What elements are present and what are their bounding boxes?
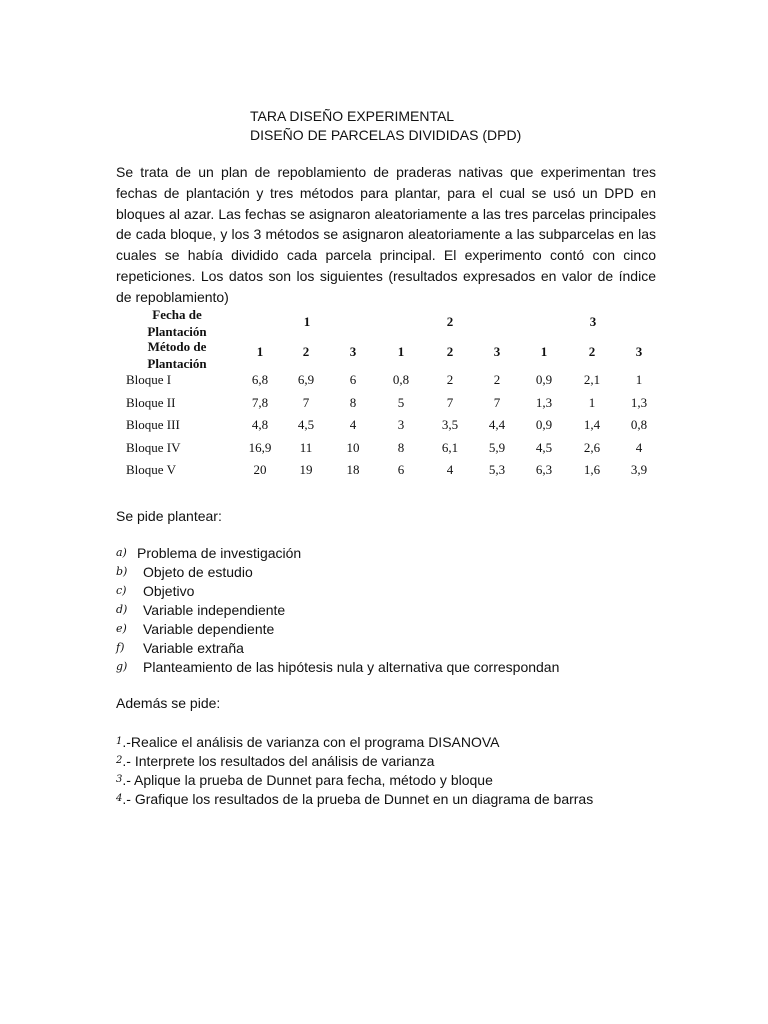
- table-cell: 19: [299, 462, 313, 477]
- table-cell: 4: [349, 417, 357, 432]
- fecha-header: [112, 306, 242, 340]
- metodo-header: [112, 338, 242, 372]
- table-cell: 0,8: [392, 372, 410, 387]
- metodo-number: 3: [493, 344, 501, 359]
- metodo-number: 1: [256, 344, 264, 359]
- table-cell: 11: [299, 439, 313, 455]
- table-cell: 4: [635, 439, 643, 455]
- table-cell: 3: [397, 417, 405, 432]
- item-marker: d): [116, 603, 128, 616]
- item-text: Objetivo: [143, 582, 195, 599]
- table-cell: 6,1: [441, 439, 459, 455]
- item-marker: c): [116, 584, 127, 597]
- table-cell: 2: [493, 372, 501, 387]
- table-cell: 1,4: [583, 417, 601, 432]
- table-cell: 1,3: [630, 394, 648, 410]
- list-item: [116, 657, 559, 676]
- item-number: 4: [116, 793, 123, 804]
- metodo-number: 2: [588, 344, 596, 359]
- table-cell: 7: [446, 394, 454, 410]
- table-cell: 5,3: [488, 462, 506, 477]
- table-cell: 2,6: [583, 439, 601, 455]
- item-marker: f): [116, 641, 125, 654]
- metodo-number: 3: [635, 344, 643, 359]
- table-cell: 7: [302, 394, 310, 410]
- pide-heading: Se pide plantear:: [116, 508, 222, 524]
- item-text: .- Aplique la prueba de Dunnet para fecha, método y bloque: [122, 771, 493, 788]
- table-cell: 6: [397, 462, 405, 477]
- table-cell: 2: [446, 372, 454, 387]
- table-cell: 1,3: [535, 394, 553, 410]
- row-label: Bloque I: [126, 372, 172, 387]
- item-text: Variable dependiente: [143, 620, 275, 637]
- table-cell: 0,9: [535, 417, 553, 432]
- list-item: [116, 732, 593, 751]
- list-item: [116, 638, 559, 657]
- table-cell: 5: [397, 394, 405, 410]
- ademas-heading: Además se pide:: [116, 695, 221, 711]
- table-cell: 5,9: [488, 439, 506, 455]
- table-cell: 6,8: [251, 372, 269, 387]
- item-marker: b): [116, 565, 128, 578]
- table-cell: 6,9: [297, 372, 315, 387]
- metodo-number: 3: [349, 344, 357, 359]
- fecha-number: 3: [589, 314, 597, 329]
- list-item: [116, 600, 559, 619]
- item-marker: a): [116, 546, 127, 559]
- item-marker: g): [116, 660, 128, 673]
- row-label: Bloque III: [126, 417, 180, 432]
- list-item: [116, 562, 559, 581]
- list-item: [116, 619, 559, 638]
- table-cell: 4,5: [297, 417, 315, 432]
- table-cell: 6,3: [535, 462, 553, 477]
- row-label: Bloque V: [126, 462, 176, 477]
- row-label: Bloque II: [126, 394, 176, 410]
- table-cell: 0,9: [535, 372, 553, 387]
- item-text: .- Grafique los resultados de la prueba de Dunnet en un diagrama de barras: [122, 790, 594, 807]
- item-number: 3: [116, 774, 123, 785]
- table-cell: 16,9: [248, 439, 272, 455]
- intro-paragraph: Se trata de un plan de repoblamiento de praderas nativas que experimentan tres fechas de plantación y tres métodos para plantar, para el cual se usó un DPD en bloques al azar. Las fechas se asignaron aleatoriamente a las tres parcelas principales de cada bloque, y los 3 métodos se asignaron aleatoriamente a las subparcelas en las cuales se había dividido cada parcela principal. El experimento contó con cinco repeticiones. Los datos son los siguientes (resultados expresados en valor de índice de repoblamiento): [116, 164, 656, 305]
- item-text: Variable extraña: [143, 639, 244, 656]
- table-cell: 20: [253, 462, 267, 477]
- item-text: .- Interprete los resultados del análisis de varianza: [122, 752, 435, 769]
- table-cell: 1,6: [583, 462, 601, 477]
- list-item: [116, 751, 593, 770]
- item-text: .-Realice el análisis de varianza con el programa DISANOVA: [122, 733, 500, 750]
- pide-list: [116, 543, 559, 676]
- fecha-number: 1: [303, 314, 311, 329]
- list-item: [116, 543, 559, 562]
- metodo-number: 2: [302, 344, 310, 359]
- fecha-header-line: Plantación: [147, 324, 207, 339]
- list-item: [116, 789, 593, 808]
- item-text: Objeto de estudio: [143, 563, 253, 580]
- table-cell: 7,8: [251, 394, 269, 410]
- table-cell: 8: [349, 394, 357, 410]
- fecha-header-line: Fecha de: [152, 307, 202, 322]
- table-cell: 10: [346, 439, 360, 455]
- table-cell: 0,8: [630, 417, 648, 432]
- list-item: [116, 581, 559, 600]
- metodo-number: 1: [397, 344, 405, 359]
- table-cell: 3,9: [630, 462, 648, 477]
- item-marker: e): [116, 622, 127, 635]
- table-cell: 6: [349, 372, 357, 387]
- item-number: 2: [116, 755, 123, 766]
- item-text: Variable independiente: [143, 601, 286, 618]
- table-cell: 1: [588, 394, 596, 410]
- metodo-number: 1: [540, 344, 548, 359]
- table-cell: 1: [635, 372, 643, 387]
- table-cell: 18: [346, 462, 360, 477]
- item-text: Problema de investigación: [137, 544, 302, 561]
- table-cell: 4,4: [488, 417, 506, 432]
- metodo-number: 2: [446, 344, 454, 359]
- table-cell: 3,5: [441, 417, 459, 432]
- table-cell: 8: [397, 439, 405, 455]
- table-cell: 4,8: [251, 417, 269, 432]
- list-item: [116, 770, 593, 789]
- item-number: 1: [116, 736, 123, 747]
- table-cell: 2,1: [583, 372, 601, 387]
- item-text: Planteamiento de las hipótesis nula y alternativa que correspondan: [143, 658, 560, 675]
- ademas-list: [116, 732, 593, 808]
- row-label: Bloque IV: [126, 439, 181, 455]
- fecha-number: 2: [446, 314, 454, 329]
- table-cell: 7: [493, 394, 501, 410]
- document-subtitle: DISEÑO DE PARCELAS DIVIDIDAS (DPD): [250, 127, 522, 143]
- metodo-header-line: Plantación: [147, 356, 207, 371]
- metodo-header-line: Método de: [147, 339, 207, 354]
- table-cell: 4,5: [535, 439, 553, 455]
- table-cell: 4: [446, 462, 454, 477]
- document-title: TARA DISEÑO EXPERIMENTAL: [250, 108, 455, 124]
